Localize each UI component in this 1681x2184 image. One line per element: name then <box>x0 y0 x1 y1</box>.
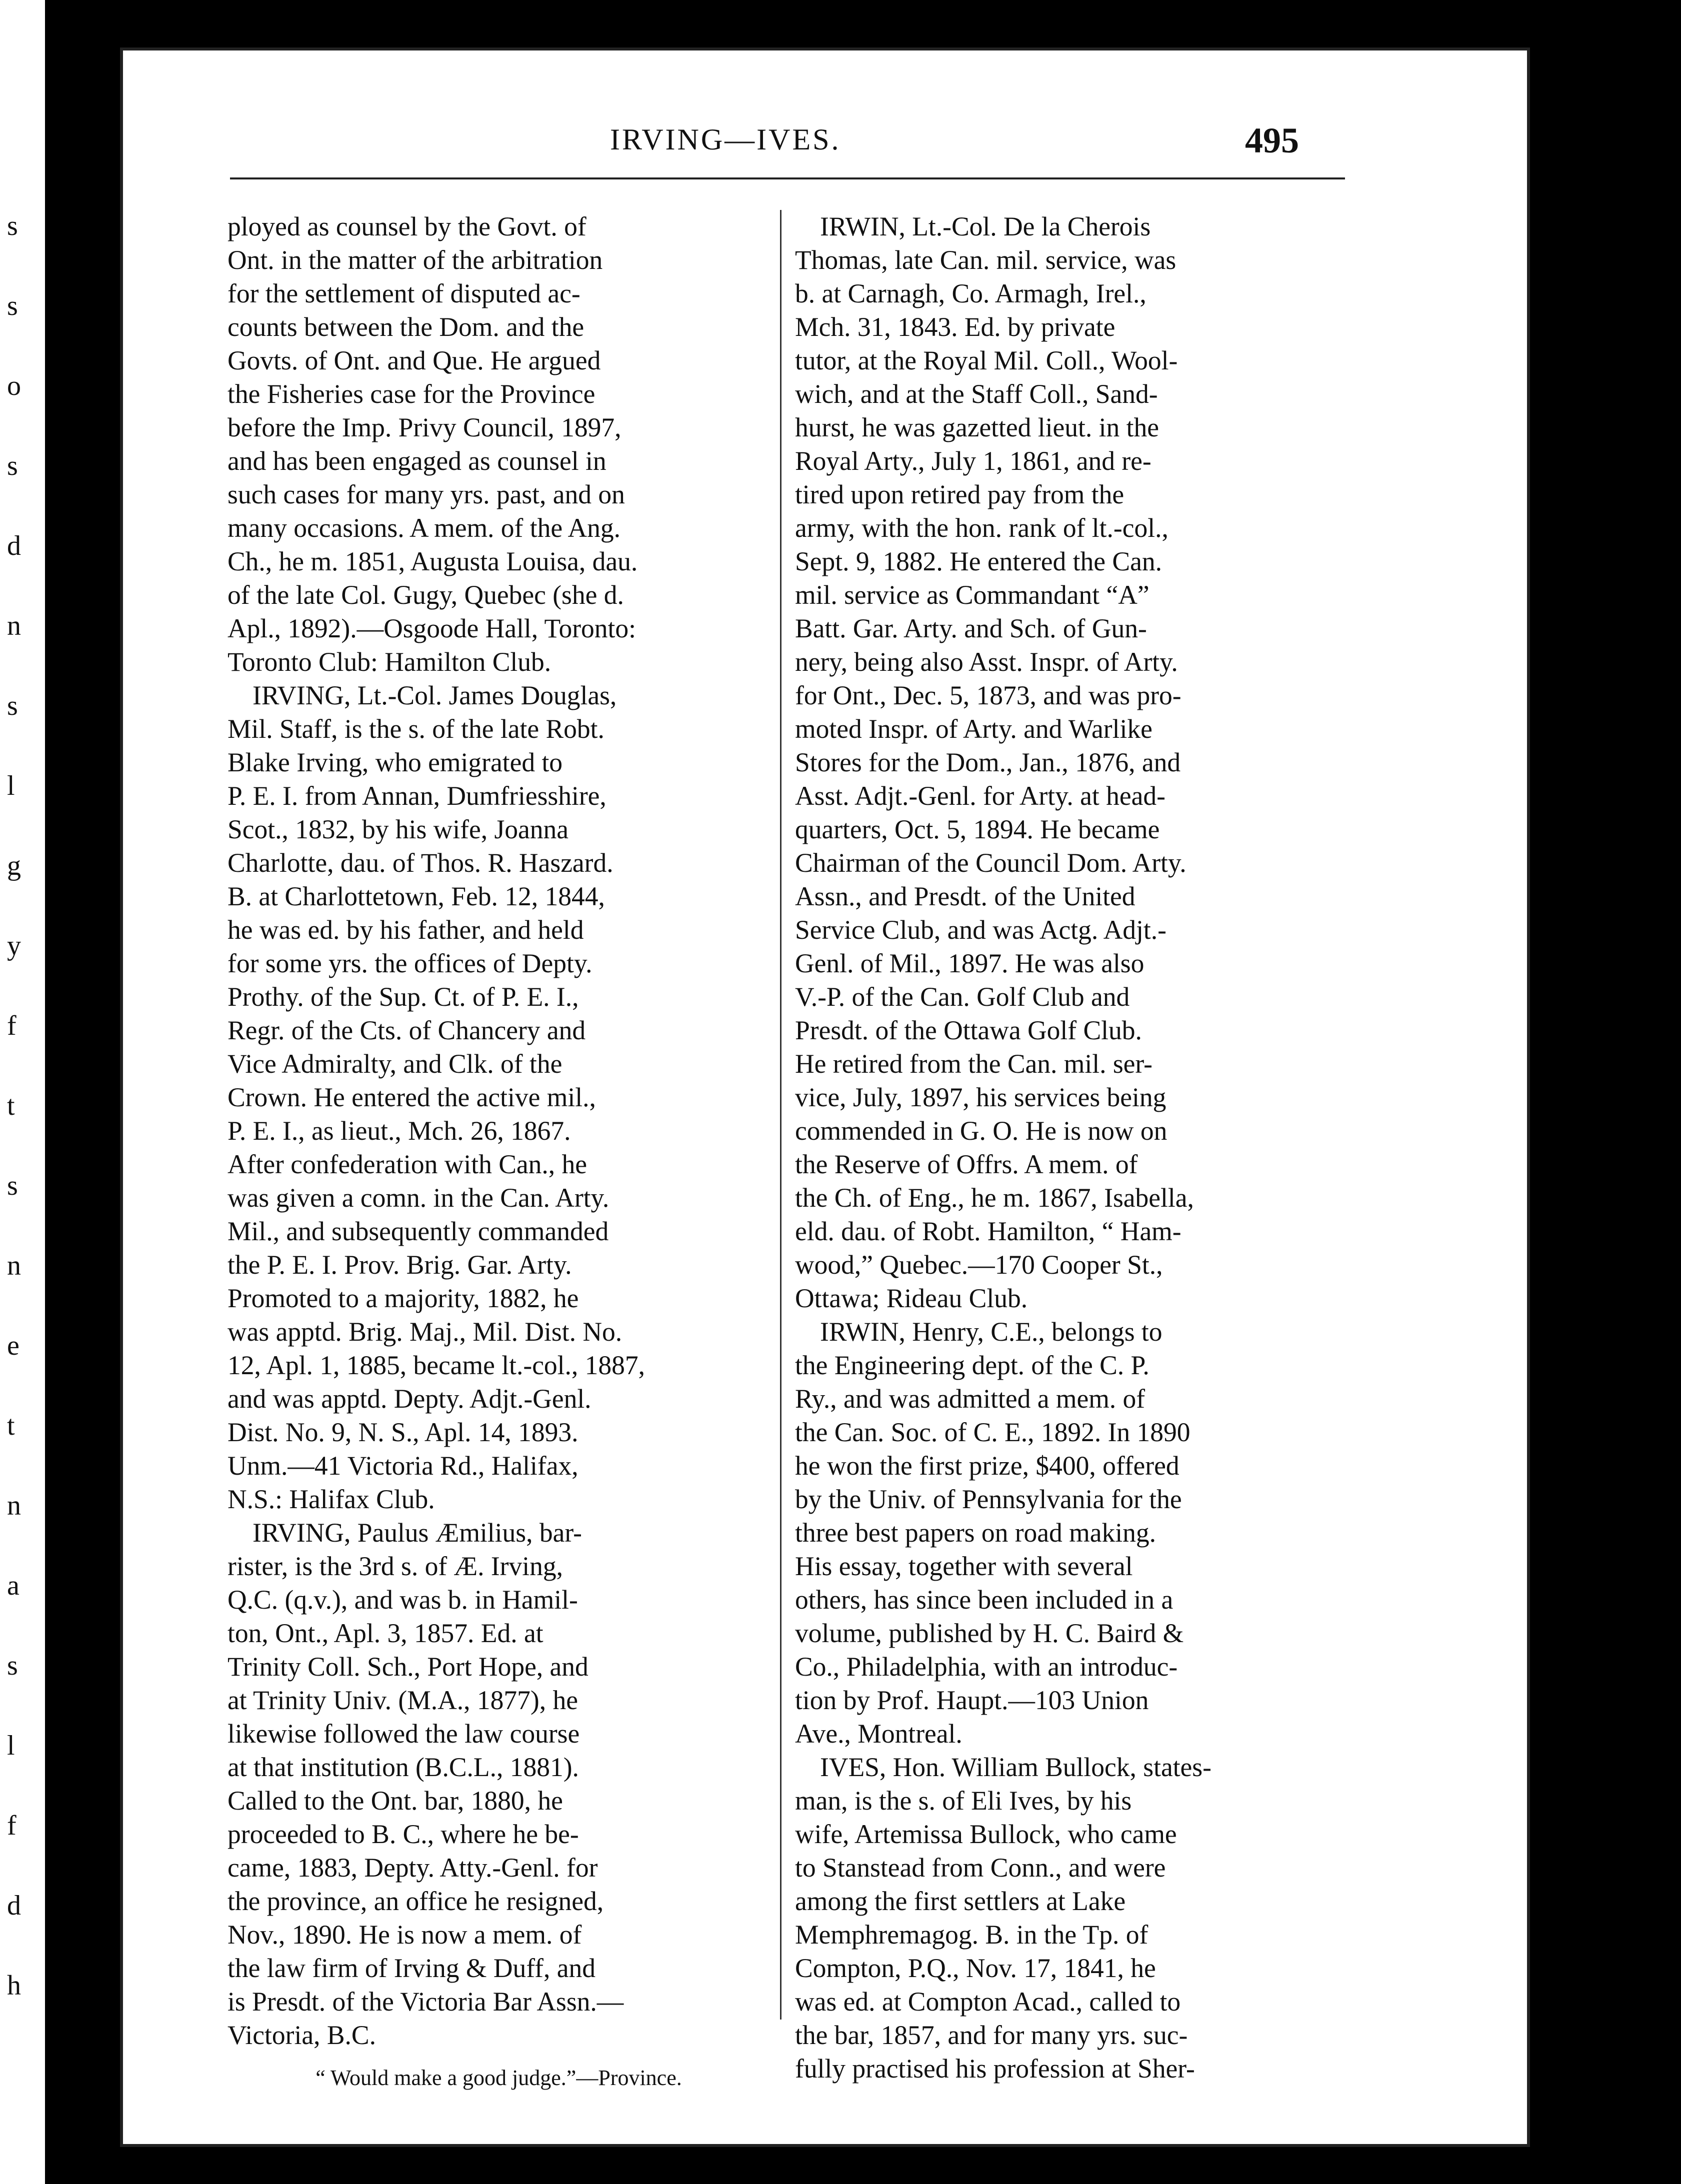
text-line: IRWIN, Lt.-Col. De la Cherois <box>820 211 1151 241</box>
text-line: wife, Artemissa Bullock, who came <box>795 1819 1177 1849</box>
right-column <box>795 210 1338 2086</box>
text-line: Ch., he m. 1851, Augusta Louisa, dau. <box>228 546 638 576</box>
text-line: proceeded to B. C., where he be- <box>228 1819 579 1849</box>
text-line: quarters, Oct. 5, 1894. He became <box>795 814 1160 844</box>
text-line: Assn., and Presdt. of the United <box>795 881 1136 911</box>
text-line: Stores for the Dom., Jan., 1876, and <box>795 747 1181 777</box>
text-line: before the Imp. Privy Council, 1897, <box>228 412 622 442</box>
text-line: Mil. Staff, is the s. of the late Robt. <box>228 714 604 744</box>
text-line: Promoted to a majority, 1882, he <box>228 1283 579 1313</box>
margin-fragment: n <box>7 1490 21 1521</box>
text-line: many occasions. A mem. of the Ang. <box>228 513 621 543</box>
text-line: Charlotte, dau. of Thos. R. Haszard. <box>228 848 614 878</box>
text-line: the Fisheries case for the Province <box>228 379 596 409</box>
text-line: Scot., 1832, by his wife, Joanna <box>228 814 569 844</box>
text-line: fully practised his profession at Sher- <box>795 2054 1195 2084</box>
text-line: he won the first prize, $400, offered <box>795 1451 1180 1481</box>
text-line: Ont. in the matter of the arbitration <box>228 245 603 275</box>
running-head: IRVING—IVES. <box>610 123 841 156</box>
text-line: Apl., 1892).—Osgoode Hall, Toronto: <box>228 613 636 643</box>
text-line: he was ed. by his father, and held <box>228 915 584 945</box>
text-line: Mil., and subsequently commanded <box>228 1216 609 1246</box>
text-line: Ave., Montreal. <box>795 1719 962 1749</box>
text-line: wich, and at the Staff Coll., Sand- <box>795 379 1158 409</box>
text-line: counts between the Dom. and the <box>228 312 584 342</box>
text-line: Memphremagog. B. in the Tp. of <box>795 1920 1148 1950</box>
margin-fragment: t <box>7 1410 15 1441</box>
text-line: tion by Prof. Haupt.—103 Union <box>795 1685 1149 1715</box>
margin-fragment: s <box>7 1650 18 1681</box>
text-line: Batt. Gar. Arty. and Sch. of Gun- <box>795 613 1147 643</box>
text-line: for the settlement of disputed ac- <box>228 278 580 308</box>
text-line: for Ont., Dec. 5, 1873, and was pro- <box>795 680 1182 710</box>
text-line: came, 1883, Depty. Atty.-Genl. for <box>228 1853 598 1883</box>
text-line: Trinity Coll. Sch., Port Hope, and <box>228 1652 588 1682</box>
text-line: N.S.: Halifax Club. <box>228 1484 435 1514</box>
text-line: After confederation with Can., he <box>228 1149 588 1179</box>
text-line: Unm.—41 Victoria Rd., Halifax, <box>228 1451 578 1481</box>
column-divider <box>780 210 782 2020</box>
margin-fragment: s <box>7 210 18 241</box>
text-line: rister, is the 3rd s. of Æ. Irving, <box>228 1551 563 1581</box>
text-line: at Trinity Univ. (M.A., 1877), he <box>228 1685 578 1715</box>
text-line: eld. dau. of Robt. Hamilton, “ Ham- <box>795 1216 1182 1246</box>
text-line: IRVING, Paulus Æmilius, bar- <box>252 1518 582 1548</box>
text-line: Royal Arty., July 1, 1861, and re- <box>795 446 1152 476</box>
page-number: 495 <box>1245 120 1299 160</box>
text-line: Genl. of Mil., 1897. He was also <box>795 948 1144 978</box>
text-line: the Can. Soc. of C. E., 1892. In 1890 <box>795 1417 1190 1447</box>
margin-fragment: h <box>7 1970 21 2001</box>
text-line: Dist. No. 9, N. S., Apl. 14, 1893. <box>228 1417 578 1447</box>
text-line: Compton, P.Q., Nov. 17, 1841, he <box>795 1953 1156 1983</box>
text-line: Regr. of the Cts. of Chancery and <box>228 1015 586 1045</box>
text-line: Thomas, late Can. mil. service, was <box>795 245 1176 275</box>
text-line: tutor, at the Royal Mil. Coll., Wool- <box>795 345 1178 375</box>
margin-fragment: d <box>7 1890 21 1921</box>
text-line: and has been engaged as counsel in <box>228 446 606 476</box>
text-line: the Engineering dept. of the C. P. <box>795 1350 1150 1380</box>
text-line: B. at Charlottetown, Feb. 12, 1844, <box>228 881 605 911</box>
text-line: to Stanstead from Conn., and were <box>795 1853 1166 1883</box>
text-line: V.-P. of the Can. Golf Club and <box>795 982 1130 1012</box>
text-line: by the Univ. of Pennsylvania for the <box>795 1484 1182 1514</box>
text-line: others, has since been included in a <box>795 1585 1174 1615</box>
press-quote: “ Would make a good judge.”—Province. <box>316 2066 682 2090</box>
margin-fragment: n <box>7 1250 21 1281</box>
text-line: the Ch. of Eng., he m. 1867, Isabella, <box>795 1183 1194 1213</box>
text-line: at that institution (B.C.L., 1881). <box>228 1752 579 1782</box>
left-column <box>228 210 770 2095</box>
margin-fragment: y <box>7 930 21 961</box>
text-line: army, with the hon. rank of lt.-col., <box>795 513 1168 543</box>
text-line: ton, Ont., Apl. 3, 1857. Ed. at <box>228 1618 544 1648</box>
text-line: is Presdt. of the Victoria Bar Assn.— <box>228 1987 624 2017</box>
text-line: likewise followed the law course <box>228 1719 580 1749</box>
text-line: man, is the s. of Eli Ives, by his <box>795 1786 1132 1816</box>
margin-fragment: o <box>7 370 21 401</box>
text-line: wood,” Quebec.—170 Cooper St., <box>795 1250 1163 1280</box>
text-line: was given a comn. in the Can. Arty. <box>228 1183 610 1213</box>
text-line: He retired from the Can. mil. ser- <box>795 1049 1152 1079</box>
text-line: commended in G. O. He is now on <box>795 1116 1168 1146</box>
text-line: volume, published by H. C. Baird & <box>795 1618 1184 1648</box>
margin-fragment: e <box>7 1330 20 1361</box>
text-line: Asst. Adjt.-Genl. for Arty. at head- <box>795 781 1166 811</box>
text-line: Called to the Ont. bar, 1880, he <box>228 1786 563 1816</box>
header-rule <box>230 177 1345 179</box>
margin-fragment: s <box>7 690 18 721</box>
text-line: Co., Philadelphia, with an introduc- <box>795 1652 1178 1682</box>
text-line: Chairman of the Council Dom. Arty. <box>795 848 1186 878</box>
text-line: Prothy. of the Sup. Ct. of P. E. I., <box>228 982 579 1012</box>
text-line: His essay, together with several <box>795 1551 1133 1581</box>
margin-fragment: n <box>7 610 21 641</box>
text-line: nery, being also Asst. Inspr. of Arty. <box>795 647 1178 677</box>
text-line: Service Club, and was Actg. Adjt.- <box>795 915 1166 945</box>
text-line: IVES, Hon. William Bullock, states- <box>820 1752 1212 1782</box>
text-line: vice, July, 1897, his services being <box>795 1082 1166 1112</box>
margin-fragment: f <box>7 1010 16 1041</box>
text-line: was apptd. Brig. Maj., Mil. Dist. No. <box>228 1317 622 1347</box>
text-line: IRVING, Lt.-Col. James Douglas, <box>252 680 617 710</box>
text-line: Ry., and was admitted a mem. of <box>795 1384 1146 1414</box>
text-line: Mch. 31, 1843. Ed. by private <box>795 312 1116 342</box>
text-line: for some yrs. the offices of Depty. <box>228 948 592 978</box>
text-line: hurst, he was gazetted lieut. in the <box>795 412 1159 442</box>
margin-fragment: f <box>7 1810 16 1841</box>
text-line: Vice Admiralty, and Clk. of the <box>228 1049 562 1079</box>
text-line: and was apptd. Depty. Adjt.-Genl. <box>228 1384 592 1414</box>
margin-fragment: s <box>7 1170 18 1201</box>
margin-fragment: g <box>7 850 21 881</box>
text-line: moted Inspr. of Arty. and Warlike <box>795 714 1152 744</box>
margin-fragment: l <box>7 770 15 801</box>
text-line: Presdt. of the Ottawa Golf Club. <box>795 1015 1142 1045</box>
text-line: the bar, 1857, and for many yrs. suc- <box>795 2020 1188 2050</box>
text-line: among the first settlers at Lake <box>795 1886 1126 1916</box>
text-line: Toronto Club: Hamilton Club. <box>228 647 552 677</box>
text-line: such cases for many yrs. past, and on <box>228 479 625 509</box>
margin-fragment: s <box>7 450 18 481</box>
text-line: P. E. I., as lieut., Mch. 26, 1867. <box>228 1116 571 1146</box>
text-line: ployed as counsel by the Govt. of <box>228 211 586 241</box>
text-line: the law firm of Irving & Duff, and <box>228 1953 596 1983</box>
text-line: Sept. 9, 1882. He entered the Can. <box>795 546 1162 576</box>
text-line: 12, Apl. 1, 1885, became lt.-col., 1887, <box>228 1350 646 1380</box>
margin-fragment: l <box>7 1730 15 1761</box>
text-line: the Reserve of Offrs. A mem. of <box>795 1149 1138 1179</box>
text-line: three best papers on road making. <box>795 1518 1156 1548</box>
text-line: Govts. of Ont. and Que. He argued <box>228 345 601 375</box>
text-line: IRWIN, Henry, C.E., belongs to <box>820 1317 1162 1347</box>
text-line: P. E. I. from Annan, Dumfriesshire, <box>228 781 606 811</box>
text-line: the P. E. I. Prov. Brig. Gar. Arty. <box>228 1250 572 1280</box>
margin-fragment: d <box>7 530 21 561</box>
margin-fragment: t <box>7 1090 15 1121</box>
text-line: tired upon retired pay from the <box>795 479 1124 509</box>
text-line: b. at Carnagh, Co. Armagh, Irel., <box>795 278 1146 308</box>
text-line: Ottawa; Rideau Club. <box>795 1283 1028 1313</box>
text-line: Blake Irving, who emigrated to <box>228 747 563 777</box>
text-line: the province, an office he resigned, <box>228 1886 604 1916</box>
text-line: mil. service as Commandant “A” <box>795 580 1150 610</box>
text-line: Crown. He entered the active mil., <box>228 1082 596 1112</box>
margin-fragment: s <box>7 290 18 321</box>
text-line: Q.C. (q.v.), and was b. in Hamil- <box>228 1585 578 1615</box>
text-line: Victoria, B.C. <box>228 2020 376 2050</box>
text-line: Nov., 1890. He is now a mem. of <box>228 1920 582 1950</box>
margin-fragment: a <box>7 1570 20 1601</box>
text-line: of the late Col. Gugy, Quebec (she d. <box>228 580 624 610</box>
text-line: was ed. at Compton Acad., called to <box>795 1987 1181 2017</box>
